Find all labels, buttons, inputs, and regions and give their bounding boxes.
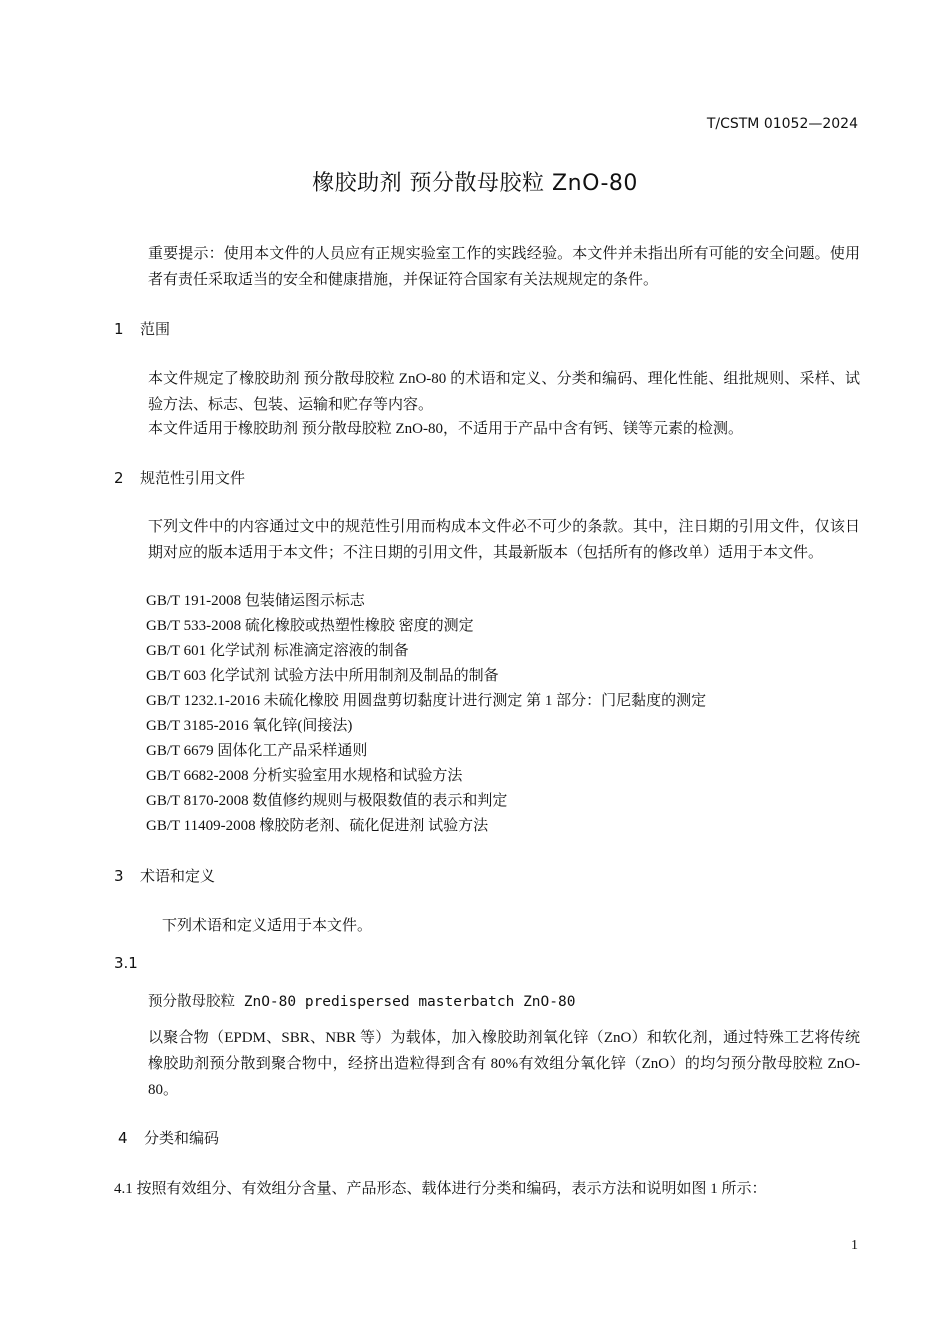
term-entry: 预分散母胶粒 ZnO-80 predispersed masterbatch ZnO-80	[148, 994, 576, 1010]
scope-paragraph-1	[114, 366, 860, 418]
page-title: 橡胶助剂 预分散母胶粒 ZnO-80	[312, 171, 638, 196]
scope-paragraph-2-text: 本文件适用于橡胶助剂 预分散母胶粒 ZnO-80，不适用于产品中含有钙、镁等元素的检测。	[148, 421, 743, 437]
section-heading-classification	[118, 1127, 219, 1148]
section-title: 术语和定义	[140, 867, 216, 885]
section-number: 2	[114, 469, 124, 487]
reference-item: GB/T 3185-2016 氧化锌(间接法)	[146, 718, 353, 734]
scope-paragraph-2	[114, 416, 860, 442]
section-number: 1	[114, 320, 124, 338]
classification-paragraph: 4.1 按照有效组分、有效组分含量、产品形态、载体进行分类和编码，表示方法和说明如图 1 所示：	[114, 1181, 767, 1197]
references-intro-text: 下列文件中的内容通过文中的规范性引用而构成本文件必不可少的条款。其中，注日期的引用文件，仅该日期对应的版本适用于本文件；不注日期的引用文件，其最新版本（包括所有的修改单）适用于本文件。	[148, 519, 860, 561]
safety-notice-text: 重要提示：使用本文件的人员应有正规实验室工作的实践经验。本文件并未指出所有可能的安全问题。使用者有责任采取适当的安全和健康措施，并保证符合国家有关法规规定的条件。	[148, 244, 860, 288]
term-definition	[114, 1025, 860, 1103]
section-title: 规范性引用文件	[140, 469, 246, 487]
reference-item: GB/T 601 化学试剂 标准滴定溶液的制备	[146, 643, 409, 659]
reference-item: GB/T 191-2008 包装储运图示标志	[146, 593, 365, 609]
references-intro	[114, 514, 860, 566]
section-heading-scope	[114, 318, 170, 339]
reference-item: GB/T 533-2008 硫化橡胶或热塑性橡胶 密度的测定	[146, 618, 474, 634]
reference-item: GB/T 11409-2008 橡胶防老剂、硫化促进剂 试验方法	[146, 818, 489, 834]
page-number: 1	[851, 1238, 858, 1253]
safety-notice	[114, 240, 860, 292]
terms-intro: 下列术语和定义适用于本文件。	[162, 918, 373, 934]
reference-item: GB/T 603 化学试剂 试验方法中所用制剂及制品的制备	[146, 668, 499, 684]
document-code: T/CSTM 01052—2024	[706, 116, 858, 132]
section-title: 范围	[140, 320, 171, 338]
section-heading-references	[114, 467, 245, 488]
section-heading-terms	[114, 865, 215, 886]
reference-item: GB/T 1232.1-2016 未硫化橡胶 用圆盘剪切黏度计进行测定 第 1 部分：门尼黏度的测定	[146, 693, 707, 709]
term-definition-text: 以聚合物（EPDM、SBR、NBR 等）为载体，加入橡胶助剂氧化锌（ZnO）和软化剂，通过特殊工艺将传统橡胶助剂预分散到聚合物中，经挤出造粒得到含有 80%有效组分氧化锌（ZnO）的均匀预分散母胶粒 ZnO-80。	[148, 1030, 860, 1098]
section-number: 3	[114, 867, 124, 885]
reference-item: GB/T 6682-2008 分析实验室用水规格和试验方法	[146, 768, 463, 784]
section-number: 4	[118, 1129, 128, 1147]
section-title: 分类和编码	[144, 1129, 220, 1147]
reference-item: GB/T 8170-2008 数值修约规则与极限数值的表示和判定	[146, 793, 508, 809]
subclause-number: 3.1	[114, 954, 138, 972]
scope-paragraph-1-text: 本文件规定了橡胶助剂 预分散母胶粒 ZnO-80 的术语和定义、分类和编码、理化性能、组批规则、采样、试验方法、标志、包装、运输和贮存等内容。	[148, 371, 860, 413]
reference-item: GB/T 6679 固体化工产品采样通则	[146, 743, 368, 759]
